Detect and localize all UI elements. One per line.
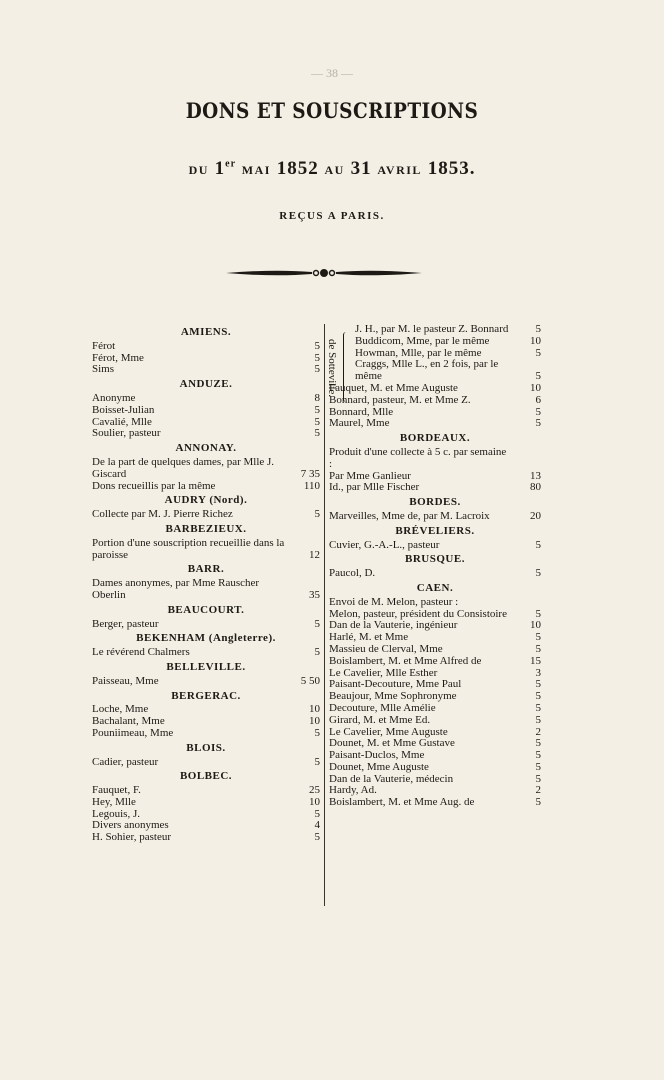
list-item [329,383,541,395]
list-item [329,797,541,809]
page-title: DONS ET SOUSCRIPTIONS [185,98,479,123]
donation-amount: 5 [314,351,320,364]
donation-amount: 5 [535,405,541,418]
donation-amount: 80 [530,481,541,494]
donor-name: Soulier, pasteur [92,427,161,440]
section-heading: BELLEVILLE. [166,660,246,673]
pre-list [329,383,541,430]
list-item [329,644,541,656]
donor-name: Girard, M. et Mme Ed. [329,713,431,726]
donor-name: Berger, pasteur [92,617,159,630]
page-number: — 38 — [311,66,353,80]
donation-amount: 5 [314,617,320,630]
donor-name: Portion d'une souscription recueillie dans la paroisse [92,536,285,561]
donation-amount: 5 [314,427,320,440]
section-heading: BOLBEC. [179,770,233,783]
date-day1: 1 [214,158,226,179]
list-item [329,482,541,494]
donor-name: Marveilles, Mme de, par M. Lacroix [329,509,490,522]
donor-name: Cuvier, G.-A.-L., pasteur [329,538,440,551]
donor-name: Decouture, Mlle Amélie [329,701,436,714]
section-heading: ANDUZE. [179,378,233,391]
list-item [355,359,541,383]
donation-amount: 5 50 [300,674,320,687]
donor-name: Le Cavelier, Mlle Esther [329,666,438,679]
donation-amount: 5 [535,701,541,714]
right-sections [329,433,541,809]
donation-amount: 5 [535,567,541,580]
donation-amount: 35 [309,588,320,601]
list-item [92,578,320,602]
donor-name: Anonyme [92,391,136,404]
donation-amount: 5 [535,796,541,809]
section-heading: BLOIS. [186,741,226,754]
donor-name: Maurel, Mme [329,417,390,430]
donation-amount: 5 [535,760,541,773]
list-item [329,762,541,774]
section-heading: AMIENS. [180,326,232,338]
section-heading: BERGERAC. [171,689,241,702]
donation-amount: 4 [314,819,320,832]
list-item [92,428,320,440]
list-item [92,647,320,659]
donation-amount: 20 [530,509,541,522]
section-heading: CAEN. [416,581,454,594]
donor-name: Beaujour, Mme Sophronyme [329,690,457,703]
donation-amount: 5 [535,323,541,335]
donation-amount: 5 [535,678,541,691]
donation-amount: 110 [303,479,320,492]
donation-amount: 15 [530,654,541,667]
donation-amount: 5 [314,363,320,376]
donation-amount: 5 [314,807,320,820]
section-heading: BEAUCOURT. [167,603,245,616]
donor-name: Id., par Mlle Fischer [329,481,420,494]
donation-amount: 5 [535,538,541,551]
donor-name: Howman, Mlle, par le même [355,346,482,359]
donation-amount: 5 [535,417,541,430]
list-item [329,447,541,471]
list-item [329,715,541,727]
list-item [92,353,320,365]
donation-amount: 5 [314,415,320,428]
sotteville-label: de Sotteville. [326,338,338,398]
donor-name: Dons recueillis par la même [92,479,216,492]
list-item [92,393,320,405]
donation-amount: 5 [535,737,541,750]
donor-name: Fauquet, F. [92,784,141,797]
donor-name: Hardy, Ad. [329,784,377,797]
donor-name: Massieu de Clerval, Mme [329,642,443,655]
donation-amount: 5 [535,690,541,703]
donor-name: Dames anonymes, par Mme Rauscher Oberlin [92,577,260,601]
donor-name: H. Sohier, pasteur [92,831,171,844]
donor-name: De la part de quelques dames, par Mlle J. Giscard [92,455,275,480]
column-divider [324,324,325,906]
donor-name: Paucol, D. [329,567,376,580]
donor-name: Legouis, J. [92,807,140,820]
list-item [92,509,320,521]
donation-amount: 6 [535,393,541,406]
date-mai: MAI [241,163,271,177]
donor-name: Boislambert, M. et Mme Aug. de [329,796,475,809]
donation-amount: 5 [535,772,541,785]
donation-amount: 5 [535,642,541,655]
donor-name: Le révérend Chalmers [92,646,190,659]
list-item [92,757,320,769]
donor-name: Bachalant, Mme [92,715,165,728]
section-heading: BRÉVELIERS. [395,524,475,537]
donation-amount: 5 [314,831,320,844]
donation-amount: 5 [314,726,320,739]
date-year2: 1853. [427,158,476,179]
donation-amount: 7 35 [300,467,320,480]
date-du: DU [188,163,209,177]
list-item [92,457,320,481]
list-item [329,656,541,668]
donor-name: Melon, pasteur, président du Consistoire [329,607,507,620]
subtitle: REÇUS A PARIS. [279,210,385,222]
donor-name: Dounet, M. et Mme Gustave [329,737,455,750]
donation-amount: 5 [314,508,320,521]
donor-name: Cavalié, Mlle [92,415,152,428]
donation-amount: 8 [314,391,320,404]
donor-name: Paisant-Duclos, Mme [329,749,425,762]
donor-name: Pouniimeau, Mme [92,726,174,739]
donor-name: Dounet, Mme Auguste [329,760,429,773]
list-item [329,703,541,715]
donation-amount: 10 [309,795,320,808]
donation-amount: 5 [535,749,541,762]
donation-amount: 2 [535,725,541,738]
list-item [92,538,320,562]
list-item [329,568,541,580]
donation-amount: 10 [309,703,320,716]
left-column [92,324,320,844]
donor-name: Collecte par M. J. Pierre Richez [92,508,233,521]
donation-amount: 5 [314,339,320,352]
date-range [0,158,664,180]
donation-amount: 3 [535,666,541,679]
donation-amount: 10 [530,619,541,632]
donor-name: Boisset-Julian [92,403,155,416]
list-item [329,511,541,523]
donation-amount: 5 [314,755,320,768]
brace-icon [343,332,350,402]
donation-amount: 10 [530,334,541,347]
donor-name: Boislambert, M. et Mme Alfred de [329,654,482,667]
donor-name: Envoi de M. Melon, pasteur : [329,595,459,608]
section-heading: BEKENHAM (Angleterre). [136,632,276,645]
donation-amount: 12 [309,548,320,561]
donor-name: Loche, Mme [92,703,149,716]
donor-name: Férot [92,339,116,352]
right-column [326,323,541,809]
date-avril: AVRIL [377,163,422,177]
donation-amount: 5 [314,646,320,659]
donation-amount: 5 [535,346,541,359]
donor-name: Harlé, M. et Mme [329,631,409,644]
donor-name: J. H., par M. le pasteur Z. Bonnard [355,323,509,335]
donor-name: Bonnard, Mlle [329,405,394,418]
donor-name: Sims [92,363,115,376]
donation-amount: 2 [535,784,541,797]
list-item [92,481,320,493]
donor-name: Paisseau, Mme [92,674,159,687]
section-heading: AUDRY (Nord). [164,494,248,507]
donor-name: Fauquet, M. et Mme Auguste [329,381,458,394]
donor-name: Divers anonymes [92,819,169,832]
list-item [329,540,541,552]
donation-amount: 25 [309,784,320,797]
section-heading: BORDEAUX. [399,432,471,445]
donation-amount: 13 [530,469,541,482]
donor-name: Férot, Mme [92,351,144,364]
donor-name: Dan de la Vauterie, ingénieur [329,619,458,632]
donation-amount: 5 [314,403,320,416]
list-item [92,797,320,809]
date-year1: 1852 [276,158,319,179]
donor-name: Par Mme Ganlieur [329,469,411,482]
donation-amount: 5 [535,607,541,620]
list-item [329,597,541,609]
list-item [92,364,320,376]
list-item [329,418,541,430]
sotteville-list [329,324,541,383]
list-item [355,336,541,348]
donor-name: Buddicom, Mme, par le même [355,334,490,347]
donor-name: Dan de la Vauterie, médecin [329,772,454,785]
donation-amount: 10 [309,715,320,728]
donor-name: Craggs, Mlle L., en 2 fois, par le même [355,358,499,383]
donor-name: Bonnard, pasteur, M. et Mme Z. [329,393,471,406]
list-item [92,619,320,631]
section-heading: BARR. [187,563,225,576]
list-item [92,832,320,844]
ornament-divider [224,264,424,282]
date-day1-sup: er [225,158,237,170]
donor-name: Paisant-Decouture, Mme Paul [329,678,462,691]
list-item [92,676,320,688]
section-heading: ANNONAY. [175,442,237,455]
list-item [92,405,320,417]
list-item [329,395,541,407]
list-item [92,728,320,740]
donor-name: Le Cavelier, Mme Auguste [329,725,448,738]
section-heading: BARBEZIEUX. [165,522,247,535]
donation-amount: 5 [535,370,541,383]
donor-name: Hey, Mlle [92,795,136,808]
donation-amount: 10 [530,381,541,394]
donor-name: Cadier, pasteur [92,755,159,768]
list-item [92,341,320,353]
date-au: AU [324,163,345,177]
date-day2: 31 [350,158,372,179]
section-heading: BORDES. [409,496,461,509]
donor-name: Produit d'une collecte à 5 c. par semaine : [329,445,507,470]
donation-amount: 5 [535,631,541,644]
donation-amount: 5 [535,713,541,726]
section-heading: BRUSQUE. [405,553,465,566]
